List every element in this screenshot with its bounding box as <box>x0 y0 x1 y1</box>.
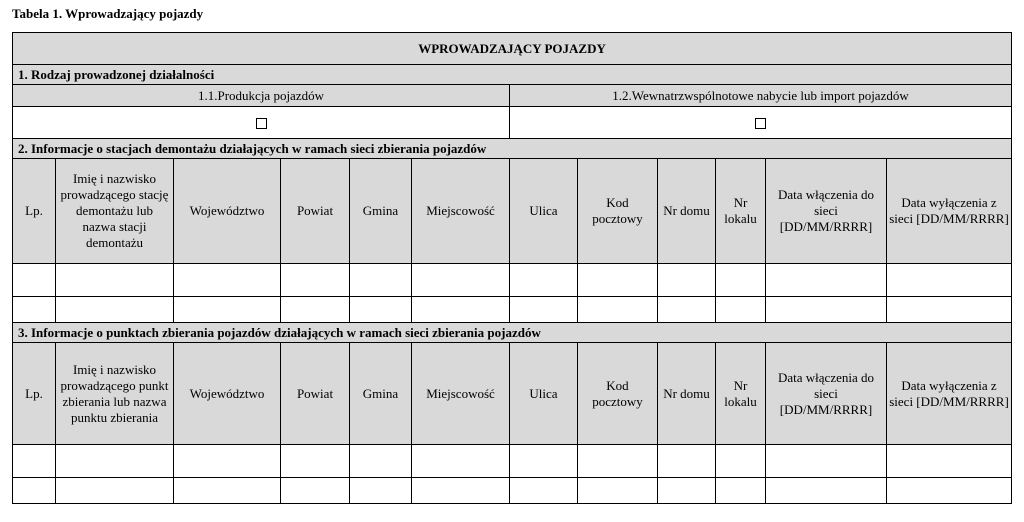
s2-cell[interactable] <box>13 264 56 297</box>
s2-cell[interactable] <box>56 264 174 297</box>
s2-cell[interactable] <box>350 264 412 297</box>
s2-cell[interactable] <box>412 297 510 323</box>
s2-col-voivodeship: Województwo <box>174 159 281 264</box>
s3-col-commune: Gmina <box>350 343 412 445</box>
option-import-cell <box>510 107 1012 139</box>
section3-heading: 3. Informacje o punktach zbierania pojazdów działających w ramach sieci zbierania pojazdów <box>13 323 1012 343</box>
s2-cell[interactable] <box>13 297 56 323</box>
section2-heading: 2. Informacje o stacjach demontażu działających w ramach sieci zbierania pojazdów <box>13 139 1012 159</box>
s2-col-name: Imię i nazwisko prowadzącego stację demontażu lub nazwa stacji demontażu <box>56 159 174 264</box>
s2-col-street: Ulica <box>510 159 578 264</box>
option-production-cell <box>13 107 510 139</box>
s2-cell[interactable] <box>510 264 578 297</box>
s3-col-lp: Lp. <box>13 343 56 445</box>
s3-col-postal-code: Kod pocztowy <box>578 343 658 445</box>
s2-col-flat-no: Nr lokalu <box>716 159 766 264</box>
s3-col-voivodeship: Województwo <box>174 343 281 445</box>
s2-cell[interactable] <box>281 264 350 297</box>
s2-col-postal-code: Kod pocztowy <box>578 159 658 264</box>
s3-cell[interactable] <box>510 445 578 478</box>
s3-cell[interactable] <box>412 445 510 478</box>
s3-cell[interactable] <box>578 478 658 504</box>
s3-cell[interactable] <box>281 445 350 478</box>
option-import-label: 1.2.Wewnatrzwspólnotowe nabycie lub import pojazdów <box>510 85 1012 107</box>
s2-col-date-in: Data włączenia do sieci [DD/MM/RRRR] <box>766 159 887 264</box>
s3-col-street: Ulica <box>510 343 578 445</box>
s3-cell[interactable] <box>412 478 510 504</box>
import-checkbox[interactable] <box>755 118 766 129</box>
s3-cell[interactable] <box>658 445 716 478</box>
s2-cell[interactable] <box>766 297 887 323</box>
s2-col-date-out: Data wyłączenia z sieci [DD/MM/RRRR] <box>887 159 1012 264</box>
s2-cell[interactable] <box>510 297 578 323</box>
s3-cell[interactable] <box>716 445 766 478</box>
s3-col-name: Imię i nazwisko prowadzącego punkt zbierania lub nazwa punktu zbierania <box>56 343 174 445</box>
s3-cell[interactable] <box>510 478 578 504</box>
s2-cell[interactable] <box>716 297 766 323</box>
s3-col-date-in: Data włączenia do sieci [DD/MM/RRRR] <box>766 343 887 445</box>
form-title: WPROWADZAJĄCY POJAZDY <box>13 33 1012 65</box>
s3-col-house-no: Nr domu <box>658 343 716 445</box>
option-production-label: 1.1.Produkcja pojazdów <box>13 85 510 107</box>
s3-cell[interactable] <box>766 445 887 478</box>
s2-col-house-no: Nr domu <box>658 159 716 264</box>
s3-table-row <box>13 445 1012 478</box>
s3-cell[interactable] <box>716 478 766 504</box>
s2-col-county: Powiat <box>281 159 350 264</box>
s2-cell[interactable] <box>887 264 1012 297</box>
s2-cell[interactable] <box>56 297 174 323</box>
s3-col-locality: Miejscowość <box>412 343 510 445</box>
s3-cell[interactable] <box>658 478 716 504</box>
s3-cell[interactable] <box>56 445 174 478</box>
s2-cell[interactable] <box>766 264 887 297</box>
s2-cell[interactable] <box>350 297 412 323</box>
s3-cell[interactable] <box>13 478 56 504</box>
s2-cell[interactable] <box>174 264 281 297</box>
s2-cell[interactable] <box>412 264 510 297</box>
vehicle-introducers-form-table <box>12 32 1012 504</box>
s2-cell[interactable] <box>658 264 716 297</box>
s3-cell[interactable] <box>350 445 412 478</box>
s2-col-locality: Miejscowość <box>412 159 510 264</box>
s3-cell[interactable] <box>281 478 350 504</box>
s2-table-row <box>13 297 1012 323</box>
s2-cell[interactable] <box>578 297 658 323</box>
s2-cell[interactable] <box>281 297 350 323</box>
s3-cell[interactable] <box>887 445 1012 478</box>
s3-cell[interactable] <box>174 478 281 504</box>
s2-cell[interactable] <box>658 297 716 323</box>
s2-col-commune: Gmina <box>350 159 412 264</box>
s2-cell[interactable] <box>716 264 766 297</box>
s3-col-date-out: Data wyłączenia z sieci [DD/MM/RRRR] <box>887 343 1012 445</box>
table-caption: Tabela 1. Wprowadzający pojazdy <box>12 6 204 21</box>
s3-col-county: Powiat <box>281 343 350 445</box>
s2-table-row <box>13 264 1012 297</box>
s2-cell[interactable] <box>578 264 658 297</box>
s3-cell[interactable] <box>13 445 56 478</box>
s3-cell[interactable] <box>56 478 174 504</box>
s3-cell[interactable] <box>766 478 887 504</box>
s3-cell[interactable] <box>174 445 281 478</box>
s2-cell[interactable] <box>174 297 281 323</box>
s2-cell[interactable] <box>887 297 1012 323</box>
section1-heading: 1. Rodzaj prowadzonej działalności <box>13 65 1012 85</box>
production-checkbox[interactable] <box>256 118 267 129</box>
s3-cell[interactable] <box>350 478 412 504</box>
s3-cell[interactable] <box>578 445 658 478</box>
s3-cell[interactable] <box>887 478 1012 504</box>
s3-col-flat-no: Nr lokalu <box>716 343 766 445</box>
s2-col-lp: Lp. <box>13 159 56 264</box>
s3-table-row <box>13 478 1012 504</box>
